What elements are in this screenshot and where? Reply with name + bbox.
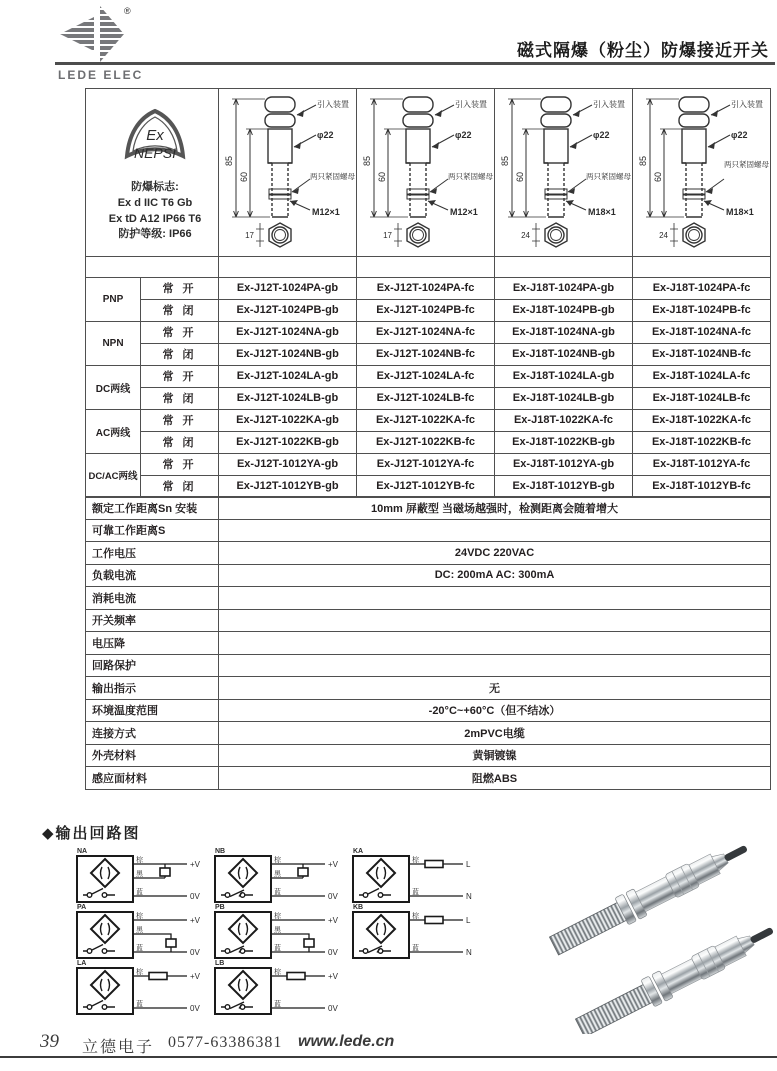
svg-text:棕: 棕 <box>412 857 419 864</box>
svg-text:KA: KA <box>353 848 364 855</box>
model-cell: Ex-J18T-1012YB-gb <box>495 475 633 497</box>
svg-text:0V: 0V <box>328 948 338 957</box>
spec-value <box>219 587 771 610</box>
svg-text:φ22: φ22 <box>730 130 747 140</box>
svg-text:两只紧固螺母: 两只紧固螺母 <box>585 172 631 181</box>
cert-line-2: Ex d IIC T6 Gb <box>117 196 193 209</box>
spec-label: 环境温度范围 <box>86 699 219 722</box>
spec-label: 可靠工作距离S <box>86 519 219 542</box>
svg-text:N: N <box>466 948 472 957</box>
spec-label: 额定工作距离Sn 安装 <box>86 497 219 520</box>
spec-label: 工作电压 <box>86 542 219 565</box>
model-cell: Ex-J12T-1024LA-fc <box>357 365 495 387</box>
table-row <box>86 587 771 610</box>
nepsi-mark-icon <box>100 106 210 178</box>
model-cell: Ex-J12T-1012YA-gb <box>219 453 357 475</box>
svg-text:棕: 棕 <box>412 913 419 920</box>
model-state: 常 开 <box>141 409 219 431</box>
spec-value: 10mm 屏蔽型 当磁场越强时，检测距离会随着增大 <box>219 497 771 520</box>
model-cell: Ex-J18T-1024NB-gb <box>495 343 633 365</box>
table-row <box>86 609 771 632</box>
svg-text:棕: 棕 <box>274 857 281 864</box>
svg-text:PB: PB <box>215 904 225 911</box>
model-type: AC两线 <box>86 409 141 453</box>
product-photo <box>540 826 777 1039</box>
model-cell: Ex-J12T-1024NA-gb <box>219 321 357 343</box>
svg-text:棕: 棕 <box>136 857 143 864</box>
circuit-kb-icon <box>351 900 489 960</box>
diagram-table <box>85 88 771 278</box>
model-state: 常 开 <box>141 453 219 475</box>
svg-text:85: 85 <box>361 155 372 167</box>
svg-text:蓝: 蓝 <box>136 1001 143 1008</box>
model-cell: Ex-J12T-1012YB-fc <box>357 475 495 497</box>
sensor-diagram-m12-icon <box>220 89 356 251</box>
spec-label: 开关频率 <box>86 609 219 632</box>
svg-text:+V: +V <box>328 860 339 869</box>
model-cell: Ex-J18T-1022KB-gb <box>495 431 633 453</box>
table-row <box>86 632 771 655</box>
svg-text:LB: LB <box>215 960 225 967</box>
svg-text:+V: +V <box>190 860 201 869</box>
svg-text:两只紧固螺母: 两只紧固螺母 <box>723 160 769 169</box>
svg-text:+V: +V <box>190 916 201 925</box>
table-row <box>86 431 771 453</box>
svg-text:棕: 棕 <box>274 913 281 920</box>
spec-value <box>219 654 771 677</box>
diagram-cell-4 <box>633 89 771 257</box>
model-cell: Ex-J12T-1024NA-fc <box>357 321 495 343</box>
svg-text:蓝: 蓝 <box>274 945 281 952</box>
circuit-lb <box>213 956 351 1021</box>
dim85-label: 85 <box>223 155 234 167</box>
model-cell: Ex-J18T-1024LB-fc <box>633 387 771 409</box>
table-row <box>86 497 771 520</box>
spec-label: 消耗电流 <box>86 587 219 610</box>
diagram-cell-3 <box>495 89 633 257</box>
flat-label: 17 <box>244 231 254 240</box>
model-cell: Ex-J12T-1022KA-gb <box>219 409 357 431</box>
spec-value <box>219 632 771 655</box>
svg-text:+V: +V <box>328 916 339 925</box>
spec-table-area <box>85 88 772 790</box>
svg-text:85: 85 <box>499 155 510 167</box>
diagram-cell-2 <box>357 89 495 257</box>
nepsi-name-text: NEPSI <box>133 144 177 161</box>
nuts-label: 两只紧固螺母 <box>309 172 355 181</box>
spec-value: 24VDC 220VAC <box>219 542 771 565</box>
entry-label: 引入装置 <box>316 100 349 109</box>
model-cell: Ex-J12T-1012YA-fc <box>357 453 495 475</box>
sensor-diagram-m18-icon <box>496 89 632 251</box>
spec-value <box>219 519 771 542</box>
svg-text:0V: 0V <box>328 1004 338 1013</box>
svg-text:PA: PA <box>77 904 87 911</box>
svg-text:引入装置: 引入装置 <box>730 100 763 109</box>
model-cell: Ex-J12T-1024PB-fc <box>357 299 495 321</box>
svg-text:蓝: 蓝 <box>274 889 281 896</box>
table-row <box>86 767 771 790</box>
svg-text:棕: 棕 <box>136 969 143 976</box>
spec-label: 感应面材料 <box>86 767 219 790</box>
svg-text:L: L <box>466 916 471 925</box>
svg-text:0V: 0V <box>328 892 338 901</box>
svg-text:24: 24 <box>520 231 530 240</box>
diagram-cell-1 <box>219 89 357 257</box>
svg-text:棕: 棕 <box>274 969 281 976</box>
model-state: 常 闭 <box>141 387 219 409</box>
model-cell: Ex-J18T-1024PB-gb <box>495 299 633 321</box>
spec-value: DC: 200mA AC: 300mA <box>219 564 771 587</box>
svg-text:M18×1: M18×1 <box>725 207 754 217</box>
table-row <box>86 475 771 497</box>
svg-text:φ22: φ22 <box>454 130 471 140</box>
model-cell: Ex-J18T-1024PA-gb <box>495 277 633 299</box>
cert-line-1: 防爆标志: <box>131 180 179 193</box>
model-state: 常 闭 <box>141 431 219 453</box>
output-circuits-heading: ◆输出回路图 <box>42 825 141 842</box>
svg-text:L: L <box>466 860 471 869</box>
spec-value <box>219 609 771 632</box>
cert-line-4: 防护等级: IP66 <box>118 228 192 241</box>
spec-value: 黄铜镀镍 <box>219 744 771 767</box>
table-row <box>86 699 771 722</box>
spec-label: 输出指示 <box>86 677 219 700</box>
svg-text:黑: 黑 <box>274 871 281 878</box>
model-cell: Ex-J18T-1012YA-gb <box>495 453 633 475</box>
model-cell: Ex-J18T-1022KA-fc <box>633 409 771 431</box>
model-state: 常 闭 <box>141 475 219 497</box>
model-cell: Ex-J12T-1024PA-gb <box>219 277 357 299</box>
model-cell: Ex-J18T-1024LA-fc <box>633 365 771 387</box>
spec-label: 外壳材料 <box>86 744 219 767</box>
spec-value: 无 <box>219 677 771 700</box>
table-row <box>86 744 771 767</box>
model-cell: Ex-J12T-1022KB-fc <box>357 431 495 453</box>
table-row <box>86 564 771 587</box>
circuit-na-icon <box>75 844 213 904</box>
model-type: DC/AC两线 <box>86 453 141 497</box>
model-type: PNP <box>86 277 141 321</box>
table-row <box>86 677 771 700</box>
svg-text:黑: 黑 <box>136 871 143 878</box>
model-state: 常 开 <box>141 365 219 387</box>
page-number: 39 <box>40 1031 59 1052</box>
dim60-label: 60 <box>238 171 249 183</box>
cert-lines <box>96 180 214 244</box>
svg-text:黑: 黑 <box>136 927 143 934</box>
circuit-nb-icon <box>213 844 351 904</box>
model-type: DC两线 <box>86 365 141 409</box>
page-title: 磁式隔爆（粉尘）防爆接近开关 <box>517 41 769 60</box>
model-cell: Ex-J12T-1022KA-fc <box>357 409 495 431</box>
model-cell: Ex-J18T-1024PA-fc <box>633 277 771 299</box>
svg-text:NB: NB <box>215 848 226 855</box>
spec-rows-table <box>85 496 771 790</box>
model-cell: Ex-J18T-1022KB-fc <box>633 431 771 453</box>
svg-text:引入装置: 引入装置 <box>592 100 625 109</box>
model-state: 常 开 <box>141 277 219 299</box>
model-table <box>85 277 771 498</box>
table-row <box>86 409 771 431</box>
model-cell: Ex-J12T-1024LB-gb <box>219 387 357 409</box>
table-row <box>86 519 771 542</box>
circuit-la <box>75 956 213 1021</box>
circuit-la-icon <box>75 956 213 1016</box>
svg-text:M12×1: M12×1 <box>449 207 478 217</box>
table-row <box>86 654 771 677</box>
svg-text:LA: LA <box>77 960 87 967</box>
model-state: 常 闭 <box>141 343 219 365</box>
model-cell: Ex-J18T-1022KA-fc <box>495 409 633 431</box>
model-cell: Ex-J12T-1024LB-fc <box>357 387 495 409</box>
svg-text:φ22: φ22 <box>592 130 609 140</box>
spacer-row <box>86 257 771 278</box>
model-cell: Ex-J18T-1024NA-gb <box>495 321 633 343</box>
table-row <box>86 321 771 343</box>
svg-text:蓝: 蓝 <box>274 1001 281 1008</box>
model-cell: Ex-J12T-1022KB-gb <box>219 431 357 453</box>
nepsi-ex-text: Ex <box>146 126 164 144</box>
spec-label: 连接方式 <box>86 722 219 745</box>
circuit-pa-icon <box>75 900 213 960</box>
table-row <box>86 387 771 409</box>
svg-text:17: 17 <box>382 231 392 240</box>
spec-value: 阻燃ABS <box>219 767 771 790</box>
spec-value: 2mPVC电缆 <box>219 722 771 745</box>
spec-label: 电压降 <box>86 632 219 655</box>
header-rule <box>55 62 775 65</box>
svg-text:+V: +V <box>328 972 339 981</box>
svg-text:0V: 0V <box>190 892 200 901</box>
model-state: 常 闭 <box>141 299 219 321</box>
model-cell: Ex-J12T-1024NB-gb <box>219 343 357 365</box>
svg-text:60: 60 <box>652 171 663 183</box>
svg-text:蓝: 蓝 <box>136 945 143 952</box>
svg-text:蓝: 蓝 <box>412 945 419 952</box>
svg-text:+V: +V <box>190 972 201 981</box>
dia-label: φ22 <box>316 130 333 140</box>
footer-company: 立德电子 <box>82 1039 155 1056</box>
svg-text:85: 85 <box>637 155 648 167</box>
svg-text:M18×1: M18×1 <box>587 207 616 217</box>
sensor-photo-icon <box>540 826 777 1034</box>
svg-text:60: 60 <box>376 171 387 183</box>
model-cell: Ex-J18T-1024NB-fc <box>633 343 771 365</box>
svg-text:两只紧固螺母: 两只紧固螺母 <box>447 172 493 181</box>
circuit-ka-icon <box>351 844 489 904</box>
model-cell: Ex-J18T-1024NA-fc <box>633 321 771 343</box>
model-state: 常 开 <box>141 321 219 343</box>
sensor-diagram-m18-icon <box>634 89 770 251</box>
model-cell: Ex-J12T-1024PA-fc <box>357 277 495 299</box>
spec-label: 负载电流 <box>86 564 219 587</box>
brand-name: LEDE ELEC <box>58 68 144 82</box>
svg-text:黑: 黑 <box>274 927 281 934</box>
svg-text:蓝: 蓝 <box>412 889 419 896</box>
model-type: NPN <box>86 321 141 365</box>
model-cell: Ex-J18T-1012YA-fc <box>633 453 771 475</box>
svg-text:NA: NA <box>77 848 88 855</box>
model-cell: Ex-J12T-1012YB-gb <box>219 475 357 497</box>
svg-text:0V: 0V <box>190 1004 200 1013</box>
svg-text:24: 24 <box>658 231 668 240</box>
model-cell: Ex-J12T-1024NB-fc <box>357 343 495 365</box>
footer-website: www.lede.cn <box>298 1033 395 1050</box>
table-row <box>86 722 771 745</box>
svg-text:蓝: 蓝 <box>136 889 143 896</box>
model-cell: Ex-J18T-1024PB-fc <box>633 299 771 321</box>
table-row <box>86 453 771 475</box>
spec-label: 回路保护 <box>86 654 219 677</box>
registered-mark: ® <box>124 6 131 16</box>
thread-label: M12×1 <box>311 207 340 217</box>
svg-text:60: 60 <box>514 171 525 183</box>
footer-rule <box>0 1056 777 1058</box>
cert-line-3: Ex tD A12 IP66 T6 <box>108 212 202 225</box>
sensor-diagram-m12-icon <box>358 89 494 251</box>
model-cell: Ex-J12T-1024PB-gb <box>219 299 357 321</box>
circuit-pb-icon <box>213 900 351 960</box>
svg-text:0V: 0V <box>190 948 200 957</box>
table-row <box>86 343 771 365</box>
svg-text:引入装置: 引入装置 <box>454 100 487 109</box>
circuit-lb-icon <box>213 956 351 1016</box>
model-cell: Ex-J18T-1024LB-gb <box>495 387 633 409</box>
circuit-kb <box>351 900 489 965</box>
footer-phone: 0577-63386381 <box>168 1034 283 1051</box>
model-cell: Ex-J18T-1012YB-fc <box>633 475 771 497</box>
cert-cell <box>86 89 219 257</box>
table-row <box>86 277 771 299</box>
spec-value: -20°C~+60°C（但不结冰） <box>219 699 771 722</box>
table-row <box>86 299 771 321</box>
brand-logo <box>58 4 178 82</box>
model-cell: Ex-J12T-1024LA-gb <box>219 365 357 387</box>
table-row <box>86 542 771 565</box>
svg-text:KB: KB <box>353 904 364 911</box>
model-cell: Ex-J18T-1024LA-gb <box>495 365 633 387</box>
svg-text:棕: 棕 <box>136 913 143 920</box>
svg-text:N: N <box>466 892 472 901</box>
brand-logo-icon <box>58 4 134 62</box>
table-row <box>86 365 771 387</box>
